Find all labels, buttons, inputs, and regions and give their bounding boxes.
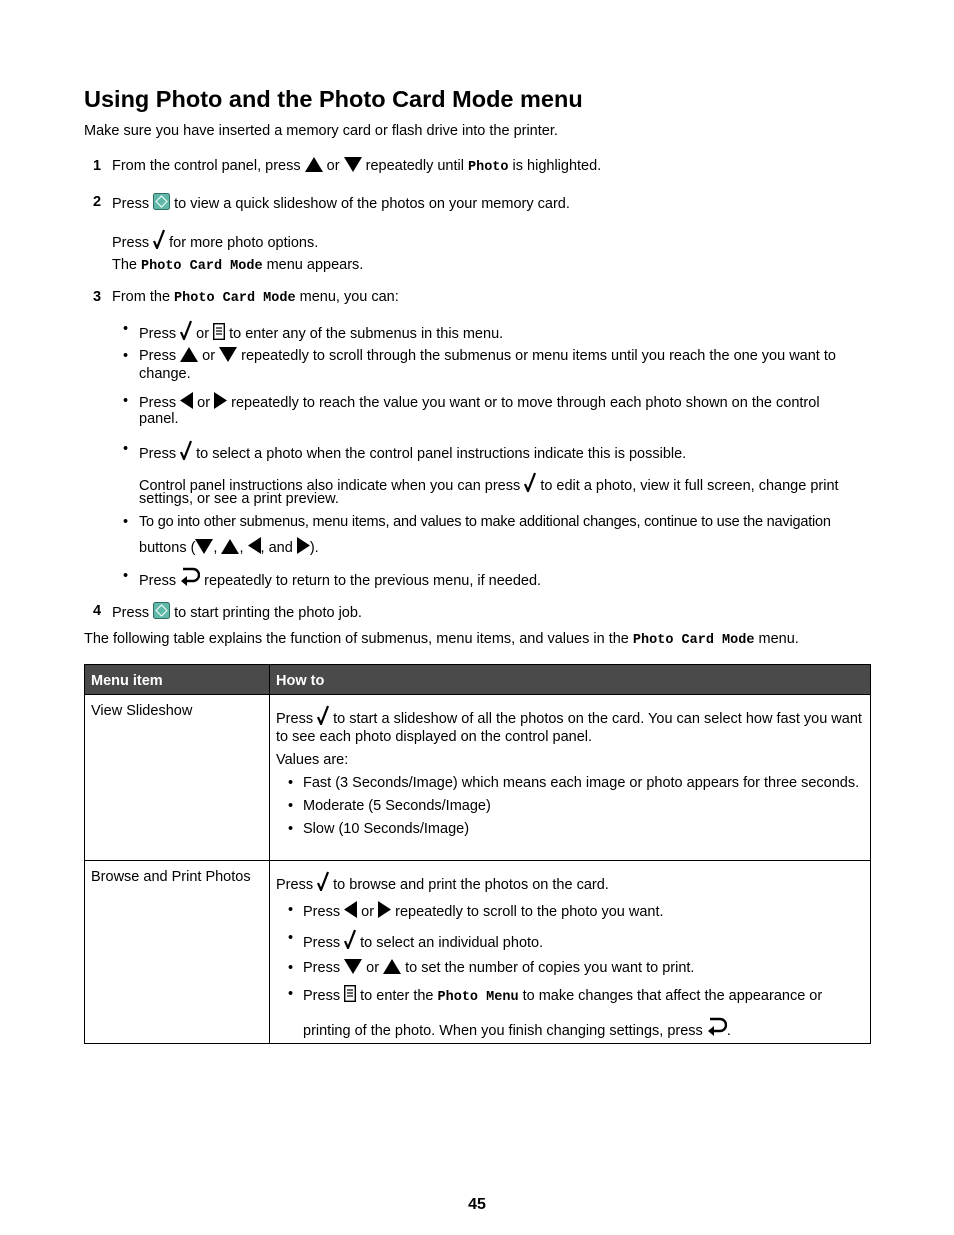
step-number: 2	[93, 194, 102, 210]
step-4-text: Press to start printing the photo job.	[112, 602, 362, 622]
step-number: 3	[93, 289, 102, 305]
left-arrow-icon	[344, 901, 357, 918]
list-item-cont: printing of the photo. When you finish changing settings, press .	[276, 1017, 864, 1040]
row2-desc: Press to browse and print the photos on the card.	[276, 871, 864, 894]
check-icon	[317, 871, 329, 891]
bullet: •	[123, 568, 129, 584]
list-item: • Moderate (5 Seconds/Image)	[288, 798, 491, 814]
page-title: Using Photo and the Photo Card Mode menu	[84, 86, 583, 112]
check-icon	[180, 320, 192, 340]
menu-icon	[213, 323, 225, 340]
list-item: • Press to select an individual photo.	[288, 930, 544, 951]
step-3-bullet-5: To go into other submenus, menu items, and values to make additional changes, continue to use the navigation	[139, 514, 831, 530]
row1-desc: Press to start a slideshow of all the photos on the card. You can select how fast you want to see each photo displayed on the control panel.	[276, 705, 864, 746]
table-intro: The following table explains the function of submenus, menu items, and values in the Photo Card Mode menu.	[84, 631, 799, 648]
down-arrow-icon	[219, 347, 237, 362]
bullet: •	[123, 393, 129, 409]
check-icon	[180, 440, 192, 460]
step-3-bullet-1: Press or to enter any of the submenus in this menu.	[139, 320, 503, 343]
bullet: •	[123, 348, 129, 364]
step-3-bullet-3: Press or repeatedly to reach the value you want or to move through each photo shown on the control	[139, 392, 820, 412]
table-row	[85, 695, 871, 861]
table-cell-item: View Slideshow	[85, 695, 270, 861]
check-icon	[524, 472, 536, 492]
back-icon	[707, 1017, 727, 1037]
down-arrow-icon	[344, 157, 362, 172]
step-number: 4	[93, 603, 102, 619]
up-arrow-icon	[305, 157, 323, 172]
menu-table	[84, 664, 871, 1044]
step-3-text: From the Photo Card Mode menu, you can:	[112, 289, 399, 306]
bullet: •	[123, 441, 129, 457]
left-arrow-icon	[248, 537, 261, 554]
up-arrow-icon	[221, 539, 239, 554]
check-icon	[317, 705, 329, 725]
step-2-text: Press to view a quick slideshow of the photos on your memory card.	[112, 193, 570, 213]
step-3-bullet-3-cont: panel.	[139, 411, 179, 427]
table-header-cell: How to	[270, 665, 871, 695]
table-cell-item: Browse and Print Photos	[85, 861, 270, 1044]
step-3-bullet-4-sub-cont: settings, or see a print preview.	[139, 491, 339, 507]
list-item: • Press or to set the number of copies you want to print.	[288, 960, 695, 976]
back-icon	[180, 567, 200, 587]
left-arrow-icon	[180, 392, 193, 409]
step-3-bullet-5-cont: buttons ( , , , and ).	[139, 537, 319, 557]
step-number: 1	[93, 158, 102, 174]
table-header-cell: Menu item	[85, 665, 270, 695]
table-row	[85, 861, 871, 1044]
check-icon	[153, 229, 165, 249]
up-arrow-icon	[180, 347, 198, 362]
table-cell-howto	[270, 861, 871, 1044]
step-3-bullet-4: Press to select a photo when the control panel instructions indicate this is possible.	[139, 440, 686, 463]
step-1-text: From the control panel, press or repeatedly until Photo is highlighted.	[112, 158, 602, 175]
page-number: 45	[468, 1196, 486, 1213]
start-icon	[153, 193, 170, 210]
right-arrow-icon	[378, 901, 391, 918]
table-header-row	[85, 665, 871, 695]
down-arrow-icon	[195, 539, 213, 554]
right-arrow-icon	[297, 537, 310, 554]
values-label: Values are:	[276, 752, 349, 768]
bullet: •	[123, 514, 129, 530]
menu-icon	[344, 985, 356, 1002]
step-3-bullet-2: Press or repeatedly to scroll through the submenus or menu items until you reach the one you want to	[139, 348, 836, 364]
right-arrow-icon	[214, 392, 227, 409]
list-item: • Slow (10 Seconds/Image)	[288, 821, 470, 837]
step-3-bullet-2-cont: change.	[139, 366, 191, 382]
list-item: • Press or repeatedly to scroll to the photo you want.	[288, 902, 664, 920]
start-icon	[153, 602, 170, 619]
list-item: • Press to enter the Photo Menu to make changes that affect the appearance or	[288, 986, 823, 1005]
step-3-bullet-6: Press repeatedly to return to the previous menu, if needed.	[139, 567, 541, 590]
table-cell-howto	[270, 695, 871, 861]
bullet: •	[123, 321, 129, 337]
step-3-bullet-4-sub: Control panel instructions also indicate when you can press to edit a photo, view it full screen, change print	[139, 472, 839, 495]
intro-text: Make sure you have inserted a memory card or flash drive into the printer.	[84, 123, 558, 139]
check-icon	[344, 929, 356, 949]
step-2-more: Press for more photo options.	[112, 229, 318, 252]
step-2-menu: The Photo Card Mode menu appears.	[112, 257, 364, 274]
down-arrow-icon	[344, 959, 362, 974]
up-arrow-icon	[383, 959, 401, 974]
list-item: • Fast (3 Seconds/Image) which means each image or photo appears for three seconds.	[288, 775, 860, 791]
